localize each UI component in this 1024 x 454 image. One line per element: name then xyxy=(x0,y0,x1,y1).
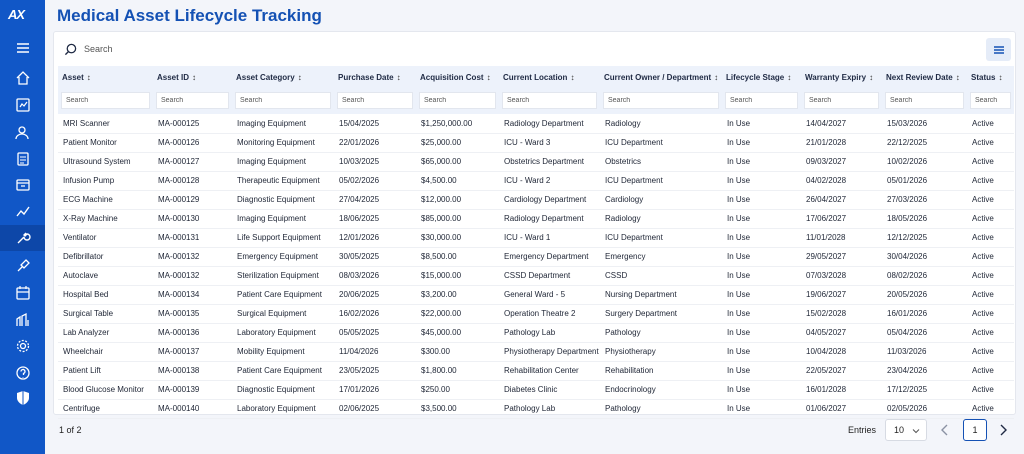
table-row[interactable] xyxy=(58,152,1014,171)
entries-value: 10 xyxy=(894,425,905,435)
sidebar xyxy=(0,0,45,454)
sidebar-item-users[interactable] xyxy=(0,120,45,146)
table-row[interactable] xyxy=(58,399,1014,418)
table-row[interactable] xyxy=(58,304,1014,323)
table-cell: In Use xyxy=(722,209,801,228)
column-filter-input[interactable] xyxy=(61,92,150,109)
asset-id-link[interactable]: MA-000126 xyxy=(153,133,232,152)
table-cell: $4,500.00 xyxy=(416,171,499,190)
table-row[interactable] xyxy=(58,190,1014,209)
home-icon xyxy=(15,70,31,86)
column-filter xyxy=(722,89,801,114)
asset-id-link[interactable]: MA-000131 xyxy=(153,228,232,247)
table-row[interactable] xyxy=(58,247,1014,266)
asset-id-link[interactable]: MA-000132 xyxy=(153,247,232,266)
global-search xyxy=(58,37,266,61)
table-cell: Obstetrics xyxy=(600,152,722,171)
column-filter xyxy=(801,89,882,114)
chevron-down-icon xyxy=(912,427,920,435)
table-cell: $3,500.00 xyxy=(416,399,499,418)
column-filter-input[interactable] xyxy=(970,92,1011,109)
table-cell: 15/04/2025 xyxy=(334,114,416,133)
column-header[interactable] xyxy=(722,66,801,89)
column-header[interactable] xyxy=(153,66,232,89)
table-cell: Mobility Equipment xyxy=(232,342,334,361)
entries-label: Entries xyxy=(848,425,877,435)
table-cell: Autoclave xyxy=(58,266,153,285)
column-header-label: Next Review Date xyxy=(886,73,953,82)
table-cell: Pathology xyxy=(600,323,722,342)
sidebar-item-maintenance[interactable] xyxy=(0,253,45,279)
status-badge: Active xyxy=(967,380,1014,399)
sort-icon[interactable]: ↕ xyxy=(714,73,719,82)
table-cell: $15,000.00 xyxy=(416,266,499,285)
column-header-label: Status xyxy=(971,73,996,82)
table-row[interactable] xyxy=(58,228,1014,247)
sidebar-item-calendar[interactable] xyxy=(0,280,45,306)
table-cell: Sterilization Equipment xyxy=(232,266,334,285)
table-cell: 05/04/2026 xyxy=(882,323,967,342)
status-badge: Active xyxy=(967,133,1014,152)
sidebar-item-organization[interactable] xyxy=(0,307,45,333)
column-header-label: Current Location xyxy=(503,73,568,82)
table-cell: 27/03/2026 xyxy=(882,190,967,209)
table-cell: Nursing Department xyxy=(600,285,722,304)
table-cell: Patient Lift xyxy=(58,361,153,380)
table-cell: Diagnostic Equipment xyxy=(232,190,334,209)
table-cell: $250.00 xyxy=(416,380,499,399)
status-badge: Active xyxy=(967,190,1014,209)
table-cell: MRI Scanner xyxy=(58,114,153,133)
column-filter xyxy=(967,89,1014,114)
table-cell: Patient Care Equipment xyxy=(232,285,334,304)
calendar-icon xyxy=(15,285,31,301)
table-cell: In Use xyxy=(722,304,801,323)
table-cell: $12,000.00 xyxy=(416,190,499,209)
status-badge: Active xyxy=(967,171,1014,190)
table-cell: 22/12/2025 xyxy=(882,133,967,152)
sort-icon[interactable]: ↕ xyxy=(192,73,197,82)
table-cell: 26/04/2027 xyxy=(801,190,882,209)
table-cell: In Use xyxy=(722,114,801,133)
tools-icon xyxy=(15,230,31,246)
status-badge: Active xyxy=(967,342,1014,361)
table-cell: 07/03/2028 xyxy=(801,266,882,285)
table-cell: In Use xyxy=(722,380,801,399)
table-cell: 05/01/2026 xyxy=(882,171,967,190)
column-filter xyxy=(499,89,600,114)
table-cell: 15/02/2028 xyxy=(801,304,882,323)
table-cell: 10/04/2028 xyxy=(801,342,882,361)
column-filter-input[interactable] xyxy=(804,92,879,109)
table-cell: 11/04/2026 xyxy=(334,342,416,361)
table-cell: X-Ray Machine xyxy=(58,209,153,228)
table-cell: 20/06/2025 xyxy=(334,285,416,304)
table-cell: Hospital Bed xyxy=(58,285,153,304)
entries-select[interactable] xyxy=(885,419,927,441)
table-cell: 12/12/2025 xyxy=(882,228,967,247)
column-filter xyxy=(334,89,416,114)
table-cell: 19/06/2027 xyxy=(801,285,882,304)
sidebar-item-analytics[interactable] xyxy=(0,198,45,224)
asset-id-link[interactable]: MA-000138 xyxy=(153,361,232,380)
column-header-label: Asset xyxy=(62,73,84,82)
table-cell: In Use xyxy=(722,228,801,247)
sidebar-item-home[interactable] xyxy=(0,65,45,91)
column-filter-input[interactable] xyxy=(156,92,229,109)
table-cell: Endocrinology xyxy=(600,380,722,399)
table-cell: Emergency Department xyxy=(499,247,600,266)
table-cell: Pathology xyxy=(600,399,722,418)
table-cell: In Use xyxy=(722,190,801,209)
search-input[interactable] xyxy=(84,44,264,54)
table-cell: Life Support Equipment xyxy=(232,228,334,247)
table-cell: $25,000.00 xyxy=(416,133,499,152)
table-row[interactable] xyxy=(58,361,1014,380)
app-logo: AX xyxy=(8,7,25,22)
table-cell: In Use xyxy=(722,266,801,285)
asset-id-link[interactable]: MA-000135 xyxy=(153,304,232,323)
sort-icon[interactable]: ↕ xyxy=(787,73,792,82)
table-cell: 01/06/2027 xyxy=(801,399,882,418)
column-header-label: Warranty Expiry xyxy=(805,73,867,82)
clipboard-icon xyxy=(15,151,31,167)
table-cell: 08/02/2026 xyxy=(882,266,967,285)
table-cell: Patient Monitor xyxy=(58,133,153,152)
table-cell: Physiotherapy Department xyxy=(499,342,600,361)
table-cell: Radiology Department xyxy=(499,209,600,228)
table-cell: Emergency Equipment xyxy=(232,247,334,266)
org-icon xyxy=(15,312,31,328)
table-cell: 22/05/2027 xyxy=(801,361,882,380)
table-cell: ICU Department xyxy=(600,228,722,247)
table-row[interactable] xyxy=(58,266,1014,285)
table-cell: Pathology Lab xyxy=(499,399,600,418)
status-badge: Active xyxy=(967,228,1014,247)
table-cell: $65,000.00 xyxy=(416,152,499,171)
table-cell: ICU Department xyxy=(600,171,722,190)
table-cell: 08/03/2026 xyxy=(334,266,416,285)
table-cell: Diagnostic Equipment xyxy=(232,380,334,399)
table-cell: 27/04/2025 xyxy=(334,190,416,209)
table-cell: 20/05/2026 xyxy=(882,285,967,304)
users-icon xyxy=(15,125,31,141)
table-cell: Cardiology Department xyxy=(499,190,600,209)
next-page-button[interactable] xyxy=(998,423,1008,437)
menu-icon xyxy=(15,40,31,56)
column-header-label: Asset Category xyxy=(236,73,295,82)
maintenance-icon xyxy=(15,258,31,274)
table-cell: 10/03/2025 xyxy=(334,152,416,171)
status-badge: Active xyxy=(967,114,1014,133)
column-filter xyxy=(232,89,334,114)
table-cell: Imaging Equipment xyxy=(232,114,334,133)
table-cell: $1,800.00 xyxy=(416,361,499,380)
table-cell: 17/01/2026 xyxy=(334,380,416,399)
table-cell: In Use xyxy=(722,285,801,304)
column-header[interactable] xyxy=(334,66,416,89)
table-cell: Emergency xyxy=(600,247,722,266)
page-title: Medical Asset Lifecycle Tracking xyxy=(57,6,322,25)
table-cell: Rehabilitation xyxy=(600,361,722,380)
status-badge: Active xyxy=(967,209,1014,228)
table-cell: Centrifuge xyxy=(58,399,153,418)
table-cell: Operation Theatre 2 xyxy=(499,304,600,323)
table-cell: 11/01/2028 xyxy=(801,228,882,247)
column-filter-input[interactable] xyxy=(235,92,331,109)
inventory-icon xyxy=(15,177,31,193)
table-cell: Surgery Department xyxy=(600,304,722,323)
table-cell: CSSD Department xyxy=(499,266,600,285)
table-cell: 30/04/2026 xyxy=(882,247,967,266)
asset-id-link[interactable]: MA-000137 xyxy=(153,342,232,361)
table-cell: 22/01/2026 xyxy=(334,133,416,152)
column-header[interactable] xyxy=(801,66,882,89)
sort-icon[interactable]: ↕ xyxy=(486,73,491,82)
asset-id-link[interactable]: MA-000136 xyxy=(153,323,232,342)
table-cell: Diabetes Clinic xyxy=(499,380,600,399)
sort-icon[interactable]: ↕ xyxy=(396,73,401,82)
table-cell: General Ward - 5 xyxy=(499,285,600,304)
table-cell: Physiotherapy xyxy=(600,342,722,361)
table-cell: Radiology xyxy=(600,114,722,133)
table-cell: Radiology xyxy=(600,209,722,228)
table-cell: 05/05/2025 xyxy=(334,323,416,342)
asset-table xyxy=(58,66,1014,419)
table-cell: 17/12/2025 xyxy=(882,380,967,399)
table-cell: In Use xyxy=(722,361,801,380)
column-filter xyxy=(58,89,153,114)
table-cell: Imaging Equipment xyxy=(232,152,334,171)
table-cell: Cardiology xyxy=(600,190,722,209)
table-cell: 29/05/2027 xyxy=(801,247,882,266)
column-filter-input[interactable] xyxy=(337,92,413,109)
table-cell: Laboratory Equipment xyxy=(232,399,334,418)
asset-id-link[interactable]: MA-000129 xyxy=(153,190,232,209)
status-badge: Active xyxy=(967,285,1014,304)
table-cell: Ventilator xyxy=(58,228,153,247)
sidebar-item-help[interactable] xyxy=(0,360,45,386)
table-cell: 02/06/2025 xyxy=(334,399,416,418)
table-cell: $30,000.00 xyxy=(416,228,499,247)
column-header[interactable] xyxy=(499,66,600,89)
table-cell: 12/01/2026 xyxy=(334,228,416,247)
table-cell: Pathology Lab xyxy=(499,323,600,342)
menu-toggle-button[interactable] xyxy=(0,35,45,61)
asset-table-card xyxy=(53,31,1016,415)
table-cell: $22,000.00 xyxy=(416,304,499,323)
sidebar-item-dashboard[interactable] xyxy=(0,92,45,118)
search-icon xyxy=(64,43,77,56)
column-filter-input[interactable] xyxy=(725,92,798,109)
table-row[interactable] xyxy=(58,133,1014,152)
column-filter-input[interactable] xyxy=(502,92,597,109)
table-cell: 18/06/2025 xyxy=(334,209,416,228)
shield-icon xyxy=(15,390,31,406)
table-row[interactable] xyxy=(58,323,1014,342)
column-header[interactable] xyxy=(967,66,1014,89)
table-cell: Surgical Equipment xyxy=(232,304,334,323)
column-header[interactable] xyxy=(600,66,722,89)
table-cell: Imaging Equipment xyxy=(232,209,334,228)
table-cell: Radiology Department xyxy=(499,114,600,133)
table-row[interactable] xyxy=(58,342,1014,361)
table-cell: 04/02/2028 xyxy=(801,171,882,190)
table-cell: $300.00 xyxy=(416,342,499,361)
sidebar-item-reports[interactable] xyxy=(0,146,45,172)
status-badge: Active xyxy=(967,361,1014,380)
page-info: 1 of 2 xyxy=(59,425,82,435)
table-cell: Obstetrics Department xyxy=(499,152,600,171)
status-badge: Active xyxy=(967,247,1014,266)
sidebar-item-assets[interactable] xyxy=(0,225,45,251)
column-header-label: Purchase Date xyxy=(338,73,394,82)
table-cell: CSSD xyxy=(600,266,722,285)
table-cell: $1,250,000.00 xyxy=(416,114,499,133)
dashboard-icon xyxy=(15,97,31,113)
chart-icon xyxy=(15,203,31,219)
column-filter-input[interactable] xyxy=(603,92,719,109)
table-cell: 23/05/2025 xyxy=(334,361,416,380)
column-filter xyxy=(600,89,722,114)
table-cell: $3,200.00 xyxy=(416,285,499,304)
asset-id-link[interactable]: MA-000134 xyxy=(153,285,232,304)
column-header[interactable] xyxy=(58,66,153,89)
column-filter xyxy=(153,89,232,114)
status-badge: Active xyxy=(967,152,1014,171)
asset-id-link[interactable]: MA-000128 xyxy=(153,171,232,190)
table-cell: In Use xyxy=(722,342,801,361)
status-badge: Active xyxy=(967,266,1014,285)
table-cell: In Use xyxy=(722,399,801,418)
status-badge: Active xyxy=(967,399,1014,418)
sort-icon[interactable]: ↕ xyxy=(998,73,1003,82)
asset-id-link[interactable]: MA-000130 xyxy=(153,209,232,228)
sort-icon[interactable]: ↕ xyxy=(955,73,960,82)
column-header-label: Lifecycle Stage xyxy=(726,73,785,82)
table-cell: 05/02/2026 xyxy=(334,171,416,190)
table-cell: $45,000.00 xyxy=(416,323,499,342)
table-cell: $8,500.00 xyxy=(416,247,499,266)
column-header[interactable] xyxy=(416,66,499,89)
table-cell: 23/04/2026 xyxy=(882,361,967,380)
table-cell: Patient Care Equipment xyxy=(232,361,334,380)
column-filter-input[interactable] xyxy=(885,92,964,109)
sort-icon[interactable]: ↕ xyxy=(869,73,874,82)
table-cell: ECG Machine xyxy=(58,190,153,209)
sidebar-item-settings[interactable] xyxy=(0,333,45,359)
column-filter xyxy=(416,89,499,114)
table-cell: $85,000.00 xyxy=(416,209,499,228)
table-cell: 21/01/2028 xyxy=(801,133,882,152)
table-row[interactable] xyxy=(58,285,1014,304)
table-cell: Defibrillator xyxy=(58,247,153,266)
column-filter-input[interactable] xyxy=(419,92,496,109)
table-cell: Surgical Table xyxy=(58,304,153,323)
table-cell: 30/05/2025 xyxy=(334,247,416,266)
table-cell: Infusion Pump xyxy=(58,171,153,190)
table-cell: 16/01/2028 xyxy=(801,380,882,399)
column-header-label: Acquisition Cost xyxy=(420,73,484,82)
table-cell: ICU - Ward 3 xyxy=(499,133,600,152)
table-cell: Laboratory Equipment xyxy=(232,323,334,342)
table-cell: In Use xyxy=(722,152,801,171)
hamburger-icon xyxy=(993,44,1005,56)
asset-id-link[interactable]: MA-000127 xyxy=(153,152,232,171)
column-menu-button[interactable] xyxy=(986,38,1011,61)
table-cell: In Use xyxy=(722,323,801,342)
table-cell: 16/02/2026 xyxy=(334,304,416,323)
table-cell: Monitoring Equipment xyxy=(232,133,334,152)
sidebar-item-inventory[interactable] xyxy=(0,172,45,198)
table-row[interactable] xyxy=(58,114,1014,133)
asset-id-link[interactable]: MA-000132 xyxy=(153,266,232,285)
table-cell: 16/01/2026 xyxy=(882,304,967,323)
asset-id-link[interactable]: MA-000125 xyxy=(153,114,232,133)
column-header-label: Asset ID xyxy=(157,73,190,82)
table-cell: Therapeutic Equipment xyxy=(232,171,334,190)
table-cell: ICU - Ward 2 xyxy=(499,171,600,190)
table-row[interactable] xyxy=(58,209,1014,228)
table-cell: ICU - Ward 1 xyxy=(499,228,600,247)
table-cell: 02/05/2026 xyxy=(882,399,967,418)
table-row[interactable] xyxy=(58,380,1014,399)
page-button-current[interactable]: 1 xyxy=(963,419,987,441)
table-cell: Wheelchair xyxy=(58,342,153,361)
status-badge: Active xyxy=(967,323,1014,342)
help-icon xyxy=(15,365,31,381)
table-cell: 18/05/2026 xyxy=(882,209,967,228)
table-row[interactable] xyxy=(58,171,1014,190)
settings-icon xyxy=(15,338,31,354)
table-cell: 09/03/2027 xyxy=(801,152,882,171)
column-filter xyxy=(882,89,967,114)
asset-id-link[interactable]: MA-000139 xyxy=(153,380,232,399)
table-cell: 15/03/2026 xyxy=(882,114,967,133)
column-header-label: Current Owner / Department xyxy=(604,73,712,82)
table-cell: 11/03/2026 xyxy=(882,342,967,361)
table-cell: In Use xyxy=(722,247,801,266)
table-cell: In Use xyxy=(722,171,801,190)
asset-id-link[interactable]: MA-000140 xyxy=(153,399,232,418)
sort-icon[interactable]: ↕ xyxy=(86,73,91,82)
table-cell: ICU Department xyxy=(600,133,722,152)
sort-icon[interactable]: ↕ xyxy=(297,73,302,82)
column-header[interactable] xyxy=(232,66,334,89)
table-cell: Lab Analyzer xyxy=(58,323,153,342)
column-header[interactable] xyxy=(882,66,967,89)
table-cell: 17/06/2027 xyxy=(801,209,882,228)
sidebar-item-security[interactable] xyxy=(0,385,45,411)
table-cell: In Use xyxy=(722,133,801,152)
table-cell: 04/05/2027 xyxy=(801,323,882,342)
table-cell: Ultrasound System xyxy=(58,152,153,171)
previous-page-button[interactable] xyxy=(940,423,950,437)
table-cell: Blood Glucose Monitor xyxy=(58,380,153,399)
status-badge: Active xyxy=(967,304,1014,323)
table-cell: 10/02/2026 xyxy=(882,152,967,171)
sort-icon[interactable]: ↕ xyxy=(570,73,575,82)
table-cell: Rehabilitation Center xyxy=(499,361,600,380)
table-cell: 14/04/2027 xyxy=(801,114,882,133)
